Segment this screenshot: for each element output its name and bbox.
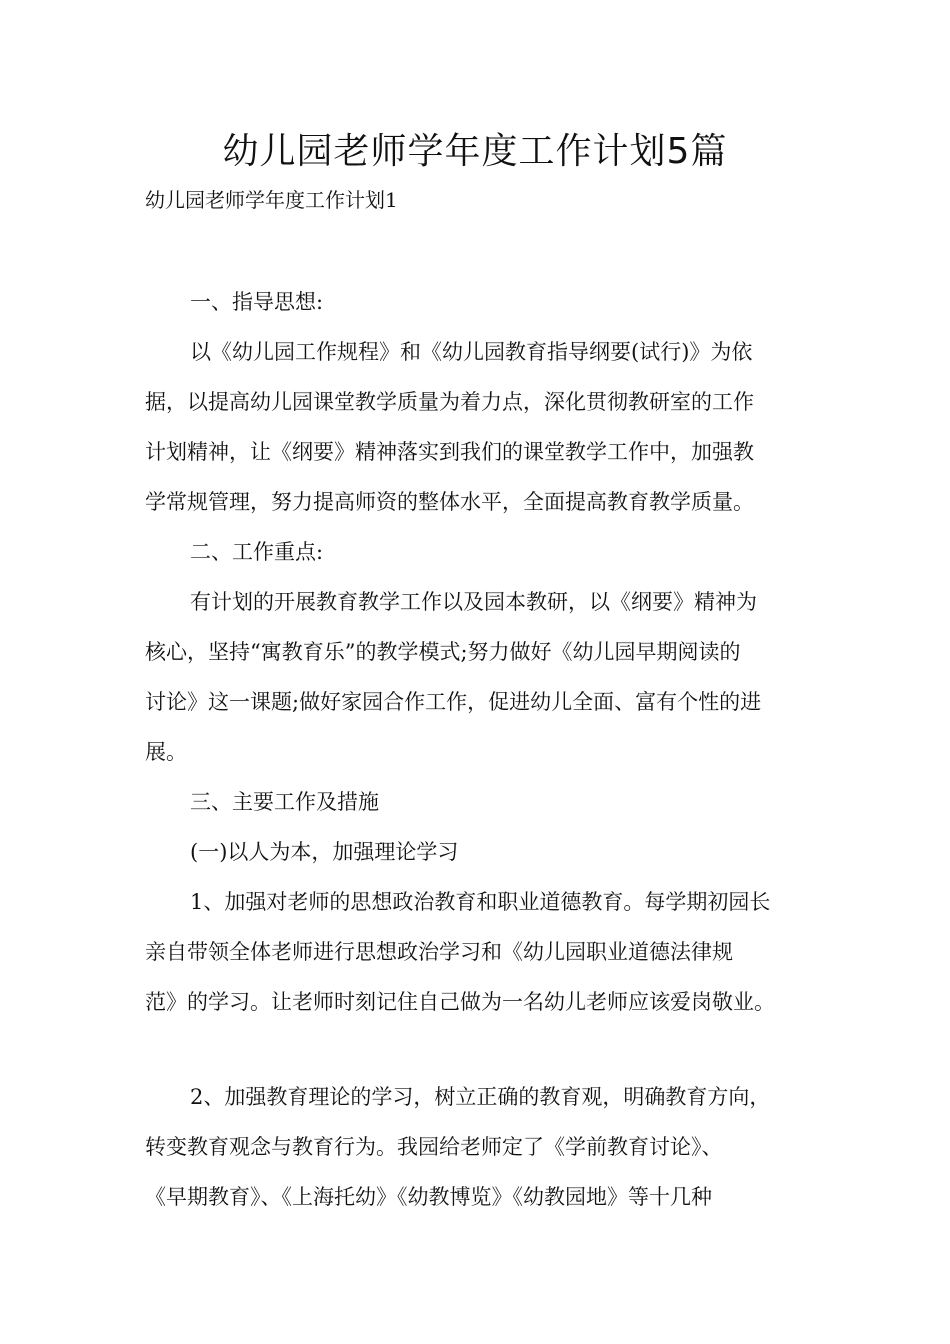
paragraph-line: 一、指导思想: — [190, 290, 324, 314]
section-heading-work-focus — [145, 527, 825, 577]
paragraph-line: 1、加强对老师的思想政治教育和职业道德教育。每学期初园长 — [190, 890, 771, 914]
paragraph-work-focus — [145, 577, 825, 777]
paragraph-guiding-thought — [145, 327, 825, 527]
paragraph-line: 范》的学习。让老师时刻记住自己做为一名幼儿老师应该爱岗敬业。 — [145, 990, 775, 1014]
section-heading-guiding-thought — [145, 277, 825, 327]
paragraph-line: 《早期教育》、《上海托幼》《幼教博览》《幼教园地》等十几种 — [145, 1185, 712, 1209]
paragraph-line: 亲自带领全体老师进行思想政治学习和《幼儿园职业道德法律规 — [145, 940, 733, 964]
paragraph-line: 核心，坚持“寓教育乐”的教学模式;努力做好《幼儿园早期阅读的 — [145, 640, 741, 664]
paragraph-line: 讨论》这一课题;做好家园合作工作，促进幼儿全面、富有个性的进 — [145, 690, 762, 714]
paragraph-line: 展。 — [145, 740, 187, 764]
paragraph-line: 计划精神，让《纲要》精神落实到我们的课堂教学工作中，加强教 — [145, 440, 754, 464]
document-subtitle: 幼儿园老师学年度工作计划1 — [145, 188, 398, 212]
paragraph-line: 2、加强教育理论的学习，树立正确的教育观，明确教育方向， — [190, 1085, 771, 1109]
document-title: 幼儿园老师学年度工作计划5篇 — [222, 131, 728, 172]
paragraph-line: (一)以人为本，加强理论学习 — [190, 840, 459, 864]
paragraph-line: 转变教育观念与教育行为。我园给老师定了《学前教育讨论》、 — [145, 1135, 723, 1159]
paragraph-line: 二、工作重点: — [190, 540, 324, 564]
section-heading-main-work — [145, 777, 825, 827]
paragraph-line: 三、主要工作及措施 — [190, 790, 379, 814]
list-item-1 — [145, 877, 825, 1027]
paragraph-line: 有计划的开展教育教学工作以及园本教研，以《纲要》精神为 — [190, 590, 757, 614]
paragraph-line: 学常规管理，努力提高师资的整体水平，全面提高教育教学质量。 — [145, 490, 754, 514]
paragraph-line: 据，以提高幼儿园课堂教学质量为着力点，深化贯彻教研室的工作 — [145, 390, 754, 414]
subheading-theory-study — [145, 827, 825, 877]
list-item-2 — [145, 1072, 825, 1222]
paragraph-line: 以《幼儿园工作规程》和《幼儿园教育指导纲要(试行)》为依 — [190, 340, 753, 364]
